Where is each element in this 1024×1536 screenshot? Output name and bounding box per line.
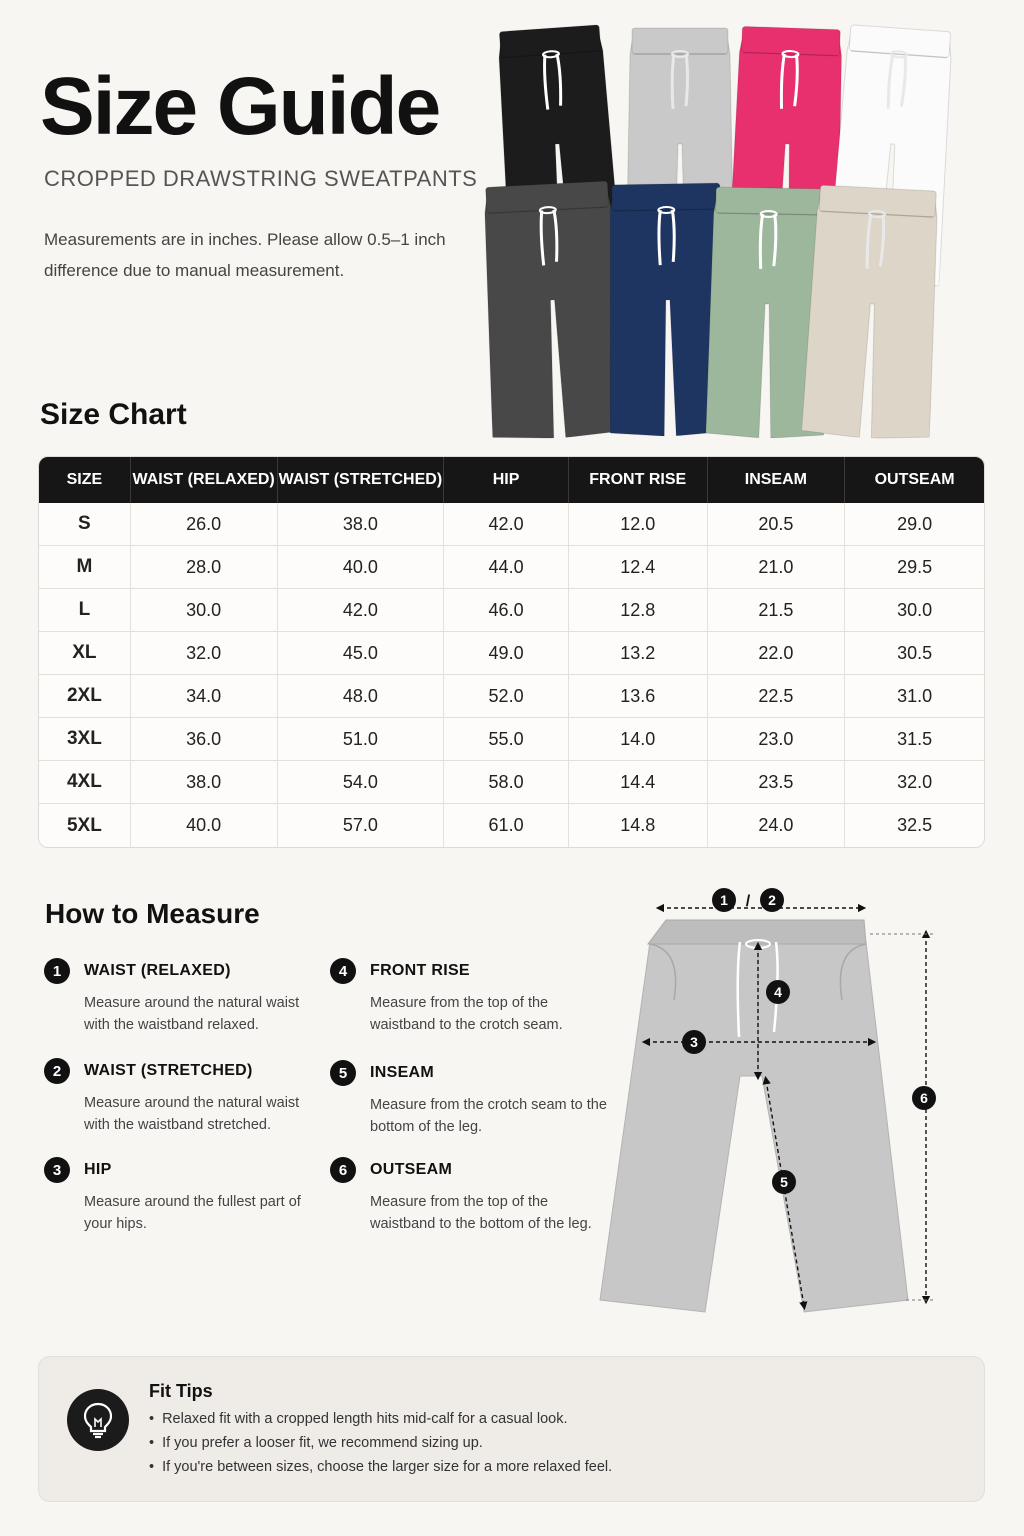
size-chart-heading: Size Chart xyxy=(40,398,187,431)
table-header-row xyxy=(39,457,984,503)
badge-separator: / xyxy=(745,893,751,910)
table-row xyxy=(39,503,984,546)
measurement-cell: 44.0 xyxy=(444,546,569,589)
measurement-cell: 42.0 xyxy=(278,589,445,632)
step-number: 1 xyxy=(44,958,70,984)
measurement-cell: 40.0 xyxy=(278,546,445,589)
fit-tip-item: • If you're between sizes, choose the larger size for a more relaxed feel. xyxy=(149,1455,612,1479)
measurement-cell: 45.0 xyxy=(278,632,445,675)
measurement-cell: 40.0 xyxy=(131,804,278,847)
fit-tips-list xyxy=(149,1407,612,1479)
table-row xyxy=(39,546,984,589)
measurement-cell: 23.5 xyxy=(708,761,846,804)
svg-text:4: 4 xyxy=(774,984,782,1000)
table-row xyxy=(39,675,984,718)
measurement-cell: 30.0 xyxy=(845,589,984,632)
fit-tip-item: • If you prefer a looser fit, we recommend sizing up. xyxy=(149,1431,612,1455)
measurement-steps xyxy=(44,956,607,1286)
how-to-measure-heading: How to Measure xyxy=(45,898,260,929)
measurement-cell: 32.5 xyxy=(897,815,933,835)
size-label-cell: 4XL xyxy=(39,761,131,804)
column-header: WAIST (RELAXED) xyxy=(131,457,278,503)
column-header: INSEAM xyxy=(708,457,846,503)
step-description: Measure around the natural waist with the waistband relaxed. xyxy=(84,995,300,1033)
step-number: 3 xyxy=(44,1157,70,1183)
size-label-cell: 5XL xyxy=(39,804,131,847)
measurement-cell: 21.5 xyxy=(708,589,846,632)
step-description: Measure from the crotch seam to the bottom of the leg. xyxy=(370,1097,607,1135)
measurement-cell: 29.0 xyxy=(845,503,984,546)
measurement-cell: 55.0 xyxy=(444,718,569,761)
measurement-cell: 36.0 xyxy=(131,718,278,761)
measurement-cell: 26.0 xyxy=(131,503,278,546)
step-number: 6 xyxy=(330,1157,356,1183)
product-color-variants xyxy=(486,24,996,438)
badge-4 xyxy=(766,980,790,1004)
measurement-cell: 28.0 xyxy=(131,546,278,589)
table-row xyxy=(39,632,984,675)
fit-tip-item: • Relaxed fit with a cropped length hits mid-calf for a casual look. xyxy=(149,1407,612,1431)
measurement-cell: 14.8 xyxy=(569,804,708,847)
measurement-cell: 46.0 xyxy=(444,589,569,632)
pants-diagram-svg xyxy=(590,880,1010,1320)
measurement-cell: 12.0 xyxy=(569,503,708,546)
measurement-note: Measurements are in inches. Please allow 0.5–1 inch difference due to manual measurement. xyxy=(44,230,446,280)
measurement-diagram xyxy=(590,880,1010,1320)
table-row xyxy=(39,589,984,632)
step-description: Measure from the top of the waistband to the crotch seam. xyxy=(370,995,563,1033)
column-header: FRONT RISE xyxy=(569,457,708,503)
badge-3 xyxy=(682,1030,706,1054)
measurement-cell: 52.0 xyxy=(444,675,569,718)
measurement-cell: 49.0 xyxy=(444,632,569,675)
fit-tips-panel xyxy=(38,1356,985,1502)
measurement-cell: 23.0 xyxy=(708,718,846,761)
svg-text:3: 3 xyxy=(690,1034,698,1050)
measurement-cell: 30.5 xyxy=(845,632,984,675)
svg-text:1: 1 xyxy=(720,892,728,908)
diagram-pants xyxy=(600,920,908,1312)
measurement-cell: 30.0 xyxy=(131,589,278,632)
product-subtitle: CROPPED DRAWSTRING SWEATPANTS xyxy=(44,166,478,191)
step-title: FRONT RISE xyxy=(370,962,470,979)
step-title: WAIST (RELAXED) xyxy=(84,962,231,979)
step-title: WAIST (STRETCHED) xyxy=(84,1062,253,1079)
measurement-cell: 32.0 xyxy=(845,761,984,804)
column-header: HIP xyxy=(444,457,569,503)
measurement-cell: 20.5 xyxy=(708,503,846,546)
measurement-cell: 31.0 xyxy=(845,675,984,718)
svg-text:6: 6 xyxy=(920,1090,928,1106)
step-description: Measure from the top of the waistband to the bottom of the leg. xyxy=(370,1194,592,1232)
measurement-cell: 31.5 xyxy=(845,718,984,761)
measurement-cell: 42.0 xyxy=(444,503,569,546)
measurement-cell: 34.0 xyxy=(131,675,278,718)
measurement-cell: 14.4 xyxy=(569,761,708,804)
measurement-cell: 12.4 xyxy=(569,546,708,589)
table-row xyxy=(39,718,984,761)
badge-5 xyxy=(772,1170,796,1194)
size-chart-table xyxy=(38,456,985,848)
measurement-cell: 61.0 xyxy=(444,804,569,847)
measurement-cell: 38.0 xyxy=(278,503,445,546)
size-label-cell: S xyxy=(39,503,131,546)
step-title: OUTSEAM xyxy=(370,1161,453,1178)
step-number: 4 xyxy=(330,958,356,984)
measurement-cell: 58.0 xyxy=(444,761,569,804)
size-label-cell: M xyxy=(39,546,131,589)
step-title: INSEAM xyxy=(370,1064,435,1081)
product-color-swatch xyxy=(479,177,626,442)
size-label-cell: XL xyxy=(39,632,131,675)
measurement-cell: 12.8 xyxy=(569,589,708,632)
badge-6 xyxy=(912,1086,936,1110)
measurement-cell: 57.0 xyxy=(278,804,445,847)
measurement-cell: 13.2 xyxy=(569,632,708,675)
badge-1 xyxy=(712,888,736,912)
column-header: SIZE xyxy=(39,457,131,503)
fit-tips-title: Fit Tips xyxy=(149,1381,213,1401)
table-row xyxy=(39,804,984,847)
size-label-cell: 2XL xyxy=(39,675,131,718)
step-title: HIP xyxy=(84,1161,112,1178)
size-label-cell: 3XL xyxy=(39,718,131,761)
step-description: Measure around the fullest part of your hips. xyxy=(84,1194,301,1232)
lightbulb-icon xyxy=(67,1389,129,1451)
measurement-cell: 22.5 xyxy=(708,675,846,718)
step-number: 2 xyxy=(44,1058,70,1084)
measurement-cell: 22.0 xyxy=(708,632,846,675)
page-title: Size Guide xyxy=(40,61,440,152)
measurement-cell: 13.6 xyxy=(569,675,708,718)
measurement-cell: 24.0 xyxy=(708,804,846,847)
measurement-cell: 54.0 xyxy=(278,761,445,804)
measurement-cell: 51.0 xyxy=(278,718,445,761)
svg-text:5: 5 xyxy=(780,1174,788,1190)
table-row xyxy=(39,761,984,804)
step-number: 5 xyxy=(330,1060,356,1086)
measurement-cell: 29.5 xyxy=(845,546,984,589)
measurement-cell: 48.0 xyxy=(278,675,445,718)
size-label-cell: L xyxy=(39,589,131,632)
svg-text:2: 2 xyxy=(768,892,776,908)
measurement-cell: 38.0 xyxy=(131,761,278,804)
measurement-cell: 32.0 xyxy=(131,632,278,675)
measurement-cell: 21.0 xyxy=(708,546,846,589)
measurement-cell: 14.0 xyxy=(569,718,708,761)
column-header: WAIST (STRETCHED) xyxy=(278,457,445,503)
step-description: Measure around the natural waist with the waistband stretched. xyxy=(84,1095,300,1133)
product-color-swatch xyxy=(801,181,942,441)
column-header: OUTSEAM xyxy=(845,457,984,503)
badge-2 xyxy=(760,888,784,912)
